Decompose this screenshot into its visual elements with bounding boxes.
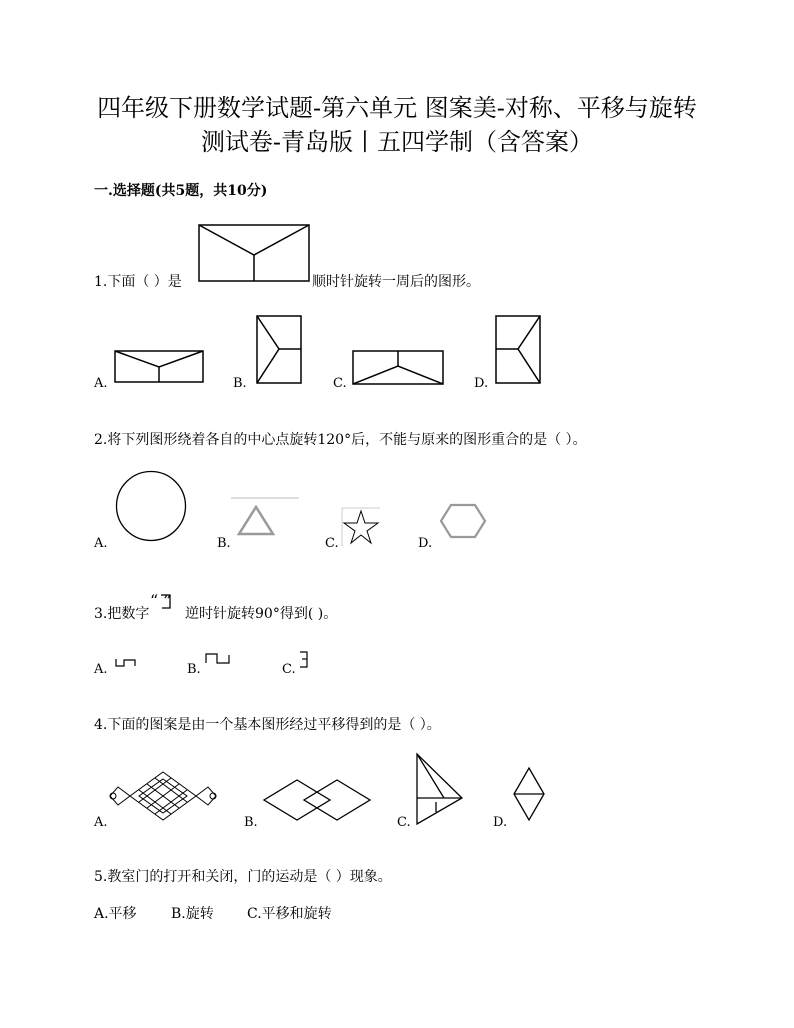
- q3-option-b-label[interactable]: B.: [187, 662, 201, 677]
- q3-quote-marks: “ ”: [150, 591, 172, 610]
- page-title-line2: 测试卷-青岛版丨五四学制（含答案）: [200, 128, 594, 156]
- q5-option-c[interactable]: C.平移和旋转: [247, 906, 332, 922]
- q1-option-d-figure[interactable]: [495, 315, 541, 384]
- q2-option-c-star[interactable]: [342, 508, 380, 546]
- q2-text: 2.将下列图形绕着各自的中心点旋转120°后，不能与原来的图形重合的是（ ）。: [94, 432, 587, 448]
- q5-option-a[interactable]: A.平移: [94, 906, 137, 922]
- q1-option-b-label[interactable]: B.: [233, 376, 247, 391]
- q3-option-c-label[interactable]: C.: [282, 662, 296, 677]
- q2-option-a-circle[interactable]: [115, 470, 187, 542]
- q1-text-pre: 1.下面（ ）是: [94, 274, 182, 290]
- q1-text-post: 顺时针旋转一周后的图形。: [312, 274, 480, 290]
- q3-option-c-figure[interactable]: [298, 651, 310, 669]
- q3-text-pre: 3.把数字: [94, 606, 150, 622]
- q2-option-a-label[interactable]: A.: [94, 536, 108, 551]
- q4-option-a-label[interactable]: A.: [94, 815, 108, 830]
- q4-option-b-diamonds[interactable]: [262, 778, 372, 822]
- q1-option-c-figure[interactable]: [352, 350, 444, 385]
- q1-reference-figure: [198, 224, 310, 282]
- q2-option-c-label[interactable]: C.: [325, 536, 339, 551]
- q1-option-d-label[interactable]: D.: [474, 376, 489, 391]
- page-title-line1: 四年级下册数学试题-第六单元 图案美-对称、平移与旋转: [97, 94, 697, 122]
- q5-option-b[interactable]: B.旋转: [171, 906, 214, 922]
- q4-option-d-double-triangle[interactable]: [513, 766, 547, 822]
- q4-option-c-triangles[interactable]: [414, 752, 466, 826]
- q1-option-b-figure[interactable]: [256, 315, 302, 384]
- q4-text: 4.下面的图案是由一个基本图形经过平移得到的是（ ）。: [94, 717, 441, 733]
- q1-option-c-label[interactable]: C.: [333, 376, 347, 391]
- q3-option-b-figure[interactable]: [205, 653, 231, 665]
- q5-text: 5.教室门的打开和关闭，门的运动是（ ）现象。: [94, 869, 392, 885]
- q3-option-a-figure[interactable]: [115, 658, 137, 668]
- q4-option-b-label[interactable]: B.: [244, 815, 258, 830]
- q2-option-b-triangle[interactable]: [231, 497, 299, 543]
- section-heading: 一.选择题(共5题，共10分): [94, 183, 268, 199]
- q2-option-b-label[interactable]: B.: [217, 536, 231, 551]
- q4-option-d-label[interactable]: D.: [493, 815, 508, 830]
- q2-option-d-hexagon[interactable]: [440, 503, 486, 539]
- q3-text-post: 逆时针旋转90°得到( )。: [185, 606, 338, 622]
- q1-option-a-label[interactable]: A.: [94, 376, 108, 391]
- q4-option-a-knot-pattern[interactable]: [108, 770, 218, 822]
- q3-digit-figure: [160, 594, 172, 610]
- q4-option-c-label[interactable]: C.: [397, 815, 411, 830]
- q1-option-a-figure[interactable]: [114, 350, 204, 383]
- q2-option-d-label[interactable]: D.: [418, 536, 433, 551]
- q3-option-a-label[interactable]: A.: [94, 662, 108, 677]
